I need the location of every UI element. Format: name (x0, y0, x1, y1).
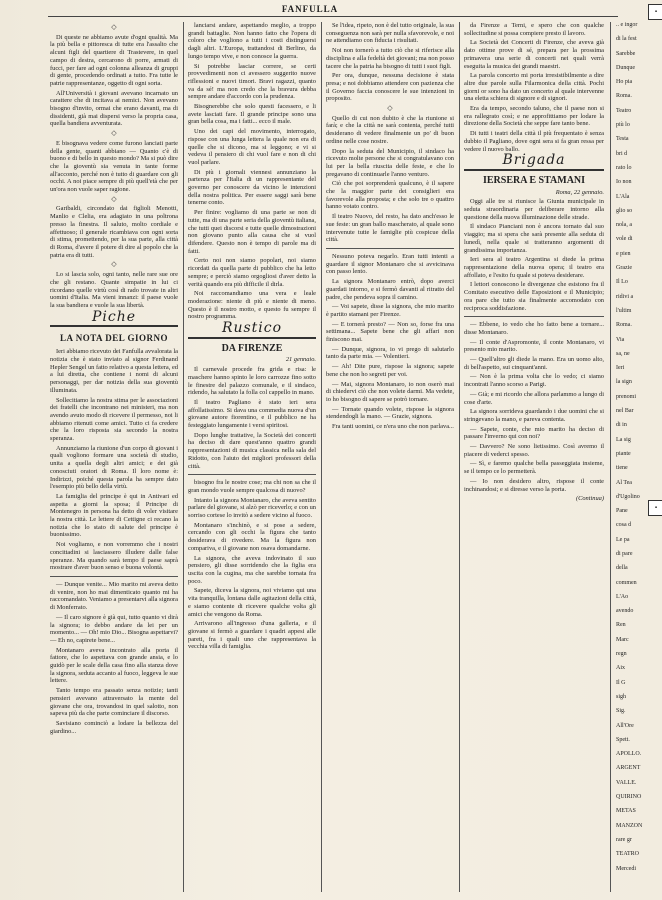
cropped-line: Aix (616, 665, 625, 672)
cropped-line: Testa (616, 136, 629, 143)
cropped-line: di in (616, 422, 627, 429)
cropped-line: d'Ugolino (616, 493, 640, 500)
feuilleton-rule (188, 474, 316, 475)
signature: Rustico (221, 320, 283, 337)
section-rule (188, 337, 316, 339)
cropped-line: L'Ao (616, 593, 629, 600)
cropped-line: nola, a (616, 222, 632, 229)
cropped-line: della (616, 565, 628, 572)
feuilleton-rule (326, 248, 454, 249)
ornament: ◇ (111, 194, 117, 203)
ornament: ◇ (111, 129, 117, 138)
cropped-line: l'ultim (616, 307, 632, 314)
feuilleton-paragraph: — Già; e mi ricordo che allora parlammo a lungo di cose d'arte. (464, 390, 604, 406)
cropped-line: Le pa (616, 536, 630, 543)
feuilleton-paragraph: Savisiano cominciò a lodare la bellezza del giardino... (50, 719, 178, 735)
paragraph: E bisognava vedere come furono lanciati parte della gente, quanti abbiano — Quanto c'è di buono e di bello in questo mondo? Ma si può dire che la gioventù sia venuta in tante forme all'acconto, perché non è tutto di guardare con gli occhi. A noi piace sempre di più quell'età che per un'ora non vuole saper ragione. (50, 139, 178, 194)
cropped-line: Spett. (616, 736, 630, 743)
paragraph: Annunziamo la riunione d'un corpo di giovani i quali vogliono formare una società di studio, unita a quella degli altri amici; e dei già conosciuti oratori di Roma. Il loro nome è: Indirizzi, poiché questa parola ha sempre dato l'esempio più bello della virtù. (50, 444, 178, 491)
feuilleton-paragraph: Intanto la signora Montanaro, che aveva sentito parlare del giovane, si alzò per riceverlo; e con un sorriso cortese lo invitò a sedere vicino al fuoco. (188, 496, 316, 520)
cropped-line: e pien (616, 250, 631, 257)
paragraph: Il teatro Pagliano è stato ieri sera affollatissimo. Si dava una commedia nuova d'un giovane autore fiorentino, e il pubblico ne ha festeggiato lungamente i versi spiritosi. (188, 398, 316, 430)
cropped-line: vole di (616, 236, 633, 243)
cropped-line: di la fest (616, 36, 637, 43)
dateline: 21 gennaio. (285, 356, 316, 364)
paragraph: Il teatro Nuovo, del resto, ha dato anch'esso le sue feste: un gran ballo mascherato, al quale sono intervenute tutte le famiglie più cospicue della città. (326, 213, 454, 244)
feuilleton-paragraph: Arrivarono all'ingresso d'una galleria, e il giovane si fermò a guardare i quadri appesi alle pareti, fra i quali uno che rappresentava la vecchia villa di famiglia. (188, 620, 316, 651)
cropped-line: regn (616, 651, 627, 658)
paragraph: Ieri sera al teatro Argentina si diede la prima rappresentazione della nuova opera; il teatro era affollato, e l'esito fu quale si poteva desiderare. (464, 256, 604, 279)
column-4 (464, 22, 604, 892)
paragraph: La famiglia del principe è qui in Antivari ed aspetta a giorni la sposa; il Principe di Montenegro in persona ha detto di voler visitare la nostra città. Le lettere di Cettigne ci recano la notizia che lo stato di salute del principe è buonissimo. (50, 492, 178, 539)
feuilleton-paragraph: — Voi sapete, disse la signora, che mio marito è partito stamani per Firenze. (326, 303, 454, 318)
cropped-line: Ho pia (616, 79, 633, 86)
paragraph: Noi raccomandiamo una vera e leale moderazione: niente di più e niente di meno. Questo è il nostro motto, e questo fu sempre il nostro programma. (188, 290, 316, 321)
signature: Piche (91, 308, 137, 325)
cropped-line: avendo (616, 608, 634, 615)
cropped-line: La sig (616, 436, 631, 443)
dateline: Roma, 22 gennaio. (555, 188, 604, 196)
paragraph: Per ora, dunque, nessuna decisione è stata presa; e noi dobbiamo attendere con pazienza che il Governo faccia conoscere le sue intenzioni in proposito. (326, 72, 454, 103)
masthead: FANFULLA (281, 4, 339, 14)
feuilleton-paragraph: Montanaro s'inchinò, e si pose a sedere, cercando con gli occhi la figura che tanto desiderava di rivedere. Ma la figura non compariva, e il giovane non osava domandarne. (188, 521, 316, 552)
cropped-line: Dunque (616, 64, 635, 71)
paragraph: Di più i giornali viennesi annunziano la partenza per l'Italia di un rappresentante del governo per conoscere da vicino le intenzioni della nostra politica. Per essere saggi sarà bene tenerne conto. (188, 168, 316, 207)
paragraph: Oggi alle tre si riunisce la Giunta municipale in seduta straordinaria per deliberare intorno alla questione della nuova illuminazione delle strade. (464, 198, 604, 221)
feuilleton-paragraph: — Il caro signore è già qui, tutto quanto vi dirà la signora; io debbo andare da lei per un momento... — Oh! mio Dio... Bisogna aspettarvi? — Eh no, capirete bene... (50, 613, 178, 644)
cropped-line: rato lo (616, 164, 632, 171)
feuilleton-paragraph: La signora sorrideva guardando i due uomini che si stringevano la mano, e pareva contenta. (464, 408, 604, 423)
signature: Brigada (502, 152, 566, 169)
paragraph: lanciarsi andare, aspettando meglio, a troppo grandi battaglie. Non hanno fatto che l'opera di coloro che vogliono a tutti i costi distinguersi dagli altri. L'Europa, trattandosi di Berlino, da lungo tempo vive, e non conosce la guerra. (188, 22, 316, 60)
feuilleton-paragraph: La signora, che aveva indovinato il suo pensiero, gli disse sorridendo che la figlia era uscita con la cugina, ma che sarebbe tornata fra poco. (188, 554, 316, 585)
cropped-line: commen (616, 579, 637, 586)
feuilleton-paragraph: Fra tanti uomini, ce n'era uno che non parlava... (332, 423, 454, 431)
feuilleton-paragraph: La signora Montanaro entrò, dopo averci guardati intorno, e si fermò davanti al ritratto del padre, che pendeva sopra il camino. (326, 278, 454, 301)
feuilleton-paragraph: — Ah! Dite pure, rispose la signora; sapete bene che non ho segreti per voi. (326, 363, 454, 378)
feuilleton-paragraph: Tanto tempo era passato senza notizie; tanti pensieri avevano attraversato la mente del giovane che ora, trovandosi in quel salotto, non sapeva più da che parte cominciare il discorso. (50, 687, 178, 718)
cropped-line: Il G (616, 679, 626, 686)
column-rule (610, 22, 611, 892)
cropped-line: ridivi a (616, 293, 634, 300)
cropped-line: glio so (616, 207, 633, 214)
cropped-line: di pare (616, 550, 633, 557)
ornament: ◇ (111, 23, 117, 31)
feuilleton-paragraph: — Io non desidero altro, rispose il conte inchinandosi; e si diresse verso la porta. (464, 477, 604, 493)
paragraph: Uno dei capi del movimento, interrogato, rispose con una lunga lettera la quale non era di quelle che si dicono, ma si leggono; e vi si vedeva il pensiero di chi vuol fare e non di chi vuol parlare. (188, 128, 316, 166)
paragraph: Si potrebbe lasciar correre, se certi provvedimenti non ci avessero suggerito nuove riflessioni e nuovi timori. Bravi ragazzi, quanto va da sé! ma non credo che la bravura debba sempre andare d'accordo con la prudenza. (188, 62, 316, 101)
paragraph: Di tutti i teatri della città il più frequentato è senza dubbio il Pagliano, dove ogni sera si fa gran ressa per vedere il nuovo ballo. (464, 130, 604, 153)
cropped-line: Pane (616, 508, 628, 515)
column-2 (188, 22, 316, 892)
cropped-line: VALLE. (616, 779, 637, 786)
register-mark: ▪ (648, 500, 662, 516)
paragraph: Noi non tornerò a tutto ciò che si riferisce alla disciplina e alla fedeltà dei giovani; ma non posso tacere che la patria ha bisogno di tutti i suoi figli. (326, 47, 454, 70)
column-3 (326, 22, 454, 892)
cropped-line: Il Lo (616, 279, 628, 286)
cropped-line: più lo (616, 122, 630, 129)
cropped-line: Io non (616, 179, 632, 186)
section-rule (464, 169, 604, 171)
feuilleton-paragraph: — Sì, e faremo qualche bella passeggiata insieme, se il tempo ce lo permetterà. (464, 460, 604, 476)
cropped-line: All'Ore (616, 722, 634, 729)
cropped-line: tiene (616, 465, 628, 472)
cropped-line: piante (616, 450, 631, 457)
cropped-line: Sarebbe (616, 50, 636, 57)
paragraph: Il sindaco Pianciani non è ancora tornato dal suo viaggio; ma si spera che sarà presente alla seduta di lunedì, nella quale si tratteranno argomenti di grandissima importanza. (464, 223, 604, 254)
cropped-line: Roma. (616, 93, 632, 100)
cropped-line: Roma. (616, 322, 632, 329)
feuilleton-paragraph: — Ebbene, io vedo che ho fatto bene a tornare... disse Montanaro. (464, 321, 604, 336)
register-mark: ▪ (648, 4, 662, 20)
section-heading: IERSERA E STAMANI (482, 174, 586, 186)
paragraph: Noi vogliamo, e non vorremmo che i nostri concittadini si lasciassero illudere dalle false speranze. Ma quando sarà tempo il paese saprà mostrare d'aver buon senso e buona volontà. (50, 541, 178, 572)
cropped-line: METAS (616, 808, 636, 815)
feuilleton-paragraph: — Sapete, conte, che mio marito ha deciso di passare l'inverno qui con noi? (464, 425, 604, 441)
masthead-rule (48, 16, 618, 17)
cropped-line: nel Bar (616, 408, 634, 415)
cropped-line: sa, ne (616, 350, 630, 357)
paragraph: Dopo la seduta del Municipio, il sindaco ha ricevuto molte persone che si congratulavano con lui per la bella riuscita delle feste, e che lo pregavano di continuarle l'anno venturo. (326, 147, 454, 178)
cropped-line: QUIRINO (616, 794, 642, 801)
feuilleton-paragraph: — Dunque, signora, io vi prego di salutarlo tanto da parte mia. — Volentieri. (326, 345, 454, 361)
paragraph: La parola concerto mi porta irresistibilmente a dire altre due parole sulla Filarmonica della città. Pochi giorni or sono ha dato un concerto al quale intervenne una eletta schiera di signore e di signori. (464, 72, 604, 103)
paragraph: La Società dei Concerti di Firenze, che aveva già dato ottime prove di sé, prepara per la prossima primavera una serie di concerti nei quali verrà eseguita la musica dei grandi maestri. (464, 39, 604, 70)
cropped-line: Sig. (616, 708, 626, 715)
cropped-line: TEATRO (616, 851, 639, 858)
cropped-line: Via (616, 336, 625, 343)
paragraph: Garibaldi, circondato dai figlioli Menotti, Manlio e Clelia, era adagiato in una poltrona presso la finestra. Il saluto, molto cordiale e affettuoso; il generale ricambiava con ogni sorta di stima, promettendo, per la sua parte, alla città di Roma, d'avere il potere di dire al popolo che la patria era di tutti. (50, 205, 178, 259)
cropped-line: Ren (616, 622, 626, 629)
feuilleton-paragraph: — Il conte d'Aspromonte, il conte Montanaro, vi presento mio marito. (464, 338, 604, 354)
paragraph: Se l'idea, ripeto, non è del tutto originale, la sua conseguenza non sarà per nulla sfavorevole, e noi ne attendiamo con fiducia i risultati. (326, 22, 454, 45)
cropped-line: sigh (616, 693, 627, 700)
feuilleton-paragraph: — Quell'altro gli diede la mano. Era un uomo alto, di bell'aspetto, sui cinquant'anni. (464, 356, 604, 371)
column-1 (50, 22, 178, 892)
column-5-cropped (616, 22, 662, 892)
column-rule (459, 22, 460, 892)
ornament: ◇ (111, 260, 117, 269)
feuilleton-rule (464, 316, 604, 317)
feuilleton-rule (50, 576, 178, 577)
paragraph: All'Università i giovani avevano incarnato un carattere che di incitava ai nemici. Non avevano bisogno d'invito, ormai che erano davanti, ma di dissidenti, già mai dispersi verso la propria casa, quella bandiera avventurata. (50, 89, 178, 128)
cropped-line: la sign (616, 379, 632, 386)
cropped-line: MANZON (616, 822, 643, 829)
feuilleton-paragraph: — Mai, signora Montanaro, io non oserò mai di chiedervi ciò che non volete darmi. Ma vedete, io ho bisogno di sapere se potrò tornare. (326, 380, 454, 403)
paragraph: Ieri abbiamo ricevuto dei Fanfulla avvalorata la notizia che è stato inviato al signor Ferdinand Hepler Sengel un fatto relativo a questa lettera, ed a lui diretta, che contiene i nomi di alcuni personaggi, per dar notizia della sua gioventù illuminata. (50, 348, 178, 394)
feuilleton-paragraph: Sapete, diceva la signora, noi viviamo qui una vita tranquilla, lontana dalle agitazioni della città, e siamo contente di ricevere qualche volta gli amici che vengono da Roma. (188, 587, 316, 618)
ornament: ◇ (387, 104, 393, 113)
feuilleton-paragraph: bisogno fra le nostre cose; ma chi non sa che il gran mondo vuole sempre qualcosa di nuovo? (188, 479, 316, 494)
continua-note: (Continua) (575, 495, 604, 503)
paragraph: Lo si lascia solo, ogni tanto, nelle rare sue ore che gli restano. Quante simpatie in lui ci ricordano quelle virtù così di rado trovate in altri uomini d'Italia. Ma vieni innanzi: il paese vuole la sua bandiera e vuole la sua libertà. (50, 271, 178, 309)
feuilleton-paragraph: — Non è la prima volta che lo vedo; ci siamo incontrati l'anno scorso a Parigi. (464, 373, 604, 389)
column-rule (321, 22, 322, 892)
cropped-line: Grazie (616, 265, 632, 272)
paragraph: Il carnevale procede fra grida e risa: le maschere hanno spinto le loro carrozze fino sotto le finestre del palazzo comunale, e il sindaco, ridendo, ha salutato la folla col cappello in mano. (188, 366, 316, 397)
cropped-line: Mercedi (616, 865, 636, 872)
paragraph: Era da tempo, secondo taluno, che il paese non si era rallegrato così; e ne approfittiamo per lodare la direzione della Società che seppe fare tanto bene. (464, 105, 604, 128)
cropped-line: .. e ingor (616, 22, 638, 28)
paragraph: da Firenze a Terni, e spero che con qualche sollecitudine si possa compiere presto il lavoro. (464, 22, 604, 37)
paragraph: Ciò che poi sorprenderà qualcuno, è il sapere che la maggior parte dei consiglieri era favorevole alla proposta; e che solo tre o quattro hanno votato contro. (326, 180, 454, 211)
cropped-line: cosa d (616, 522, 632, 529)
paragraph: Per finire: vogliamo di una parte se non di tutte, ma di una parte seria della gioventù italiana, che tutti quei discorsi e tutte quelle dimostrazioni non giovano punto alla causa che si vuol difendere. Questo non è tempo di parole ma di fatti. (188, 209, 316, 255)
feuilleton-paragraph: Nessuno poteva negarlo. Eran tutti intenti a guardare il signor Montanaro che si avvicinava con passo lento. (326, 252, 454, 276)
cropped-line: Al Tea (616, 479, 632, 486)
feuilleton-paragraph: — Dunque venite... Mio marito mi aveva detto di venire, non ho mai dimenticato quanto mi ha raccomandato. Veniamo a presentarvi alla signora di Monferrato. (50, 581, 178, 612)
cropped-line: Marc (616, 636, 629, 643)
paragraph: Dopo lunghe trattative, la Società dei concerti ha deciso di dare quest'anno quattro grandi rappresentazioni di musica classica nella sala del Ridotto, con l'aiuto dei migliori professori della città. (188, 431, 316, 470)
cropped-line: prenomi (616, 393, 636, 400)
feuilleton-paragraph: — E tornerà presto? — Non so, forse fra una settimana... Sapete bene che gli affari non finiscono mai. (326, 320, 454, 344)
section-heading: LA NOTA DEL GIORNO (59, 333, 169, 344)
paragraph: Sollecitiamo la nostra stima per le associazioni dei fratelli che incontrano nei ministeri, ma non avendo avuto modo di ricevere il permesso, noi li abbiamo ritenuti come amici. Tutto ci fa credere che la loro risposta sia secondo la nostra speranza. (50, 396, 178, 443)
cropped-line: bri d (616, 150, 628, 157)
section-heading: DA FIRENZE (221, 342, 283, 354)
paragraph: Certo noi non siamo popolari, noi siamo ricordati da quella parte di pubblico che ha letto sempre; e perciò siamo orgogliosi d'aver detto la verità quando era più difficile il dirla. (188, 257, 316, 288)
cropped-line: L'Ala (616, 193, 630, 200)
paragraph: Quello di cui non dubito è che la riunione si farà; e che la città ne sarà contenta, perché tutti desiderano di vedere finalmente un po' di buon ordine nelle cose nostre. (326, 114, 454, 145)
cropped-line: ARGENT (616, 765, 641, 772)
feuilleton-paragraph: — Tornate quando volete, rispose la signora stendendogli la mano. — Grazie, signora. (326, 405, 454, 421)
section-rule (50, 325, 178, 327)
feuilleton-paragraph: — Davvero? Ne sono lietissimo. Così avremo il piacere di vederci spesso. (464, 443, 604, 458)
cropped-line: Teatro (616, 107, 632, 114)
paragraph: Di queste ne abbiamo avute d'ogni qualità. Ma la più bella e pittoresca di tutte era l'assalto che alcuni figli del quartiere di Trastevere, in quel campo di destra, cercarono di porre, armati di fucci, per fare ad ogni colonna alleanza di gruppi di gente, procedendo ordinati a tutto. Fra tutte le patrie rappresentanze, oggetto di ogni sorta. (50, 33, 178, 87)
cropped-line: rare gr (616, 836, 632, 843)
paragraph: Bisognerebbe che solo questi facessero, e li avete lasciati fare. Il grande principe sono una gran bella cosa, ma i fatti... ecco il male. (188, 103, 316, 126)
paragraph: I lettori conoscono le divergenze che esistono fra il Comitato esecutivo delle Esposizioni e il Municipio; ora pare che tutto sia finalmente accomodato con reciproca soddisfazione. (464, 281, 604, 312)
cropped-line: Ieri (616, 365, 625, 372)
feuilleton-paragraph: Montanaro aveva incontrato alla porta il fattore, che lo aspettava con grande ansia, e lo guidò per le scale della casa fino alla stanza dove la signora, seduta accanto al fuoco, leggeva le sue lettere. (50, 646, 178, 685)
column-rule (183, 22, 184, 892)
cropped-line: APOLLO. (616, 751, 642, 758)
